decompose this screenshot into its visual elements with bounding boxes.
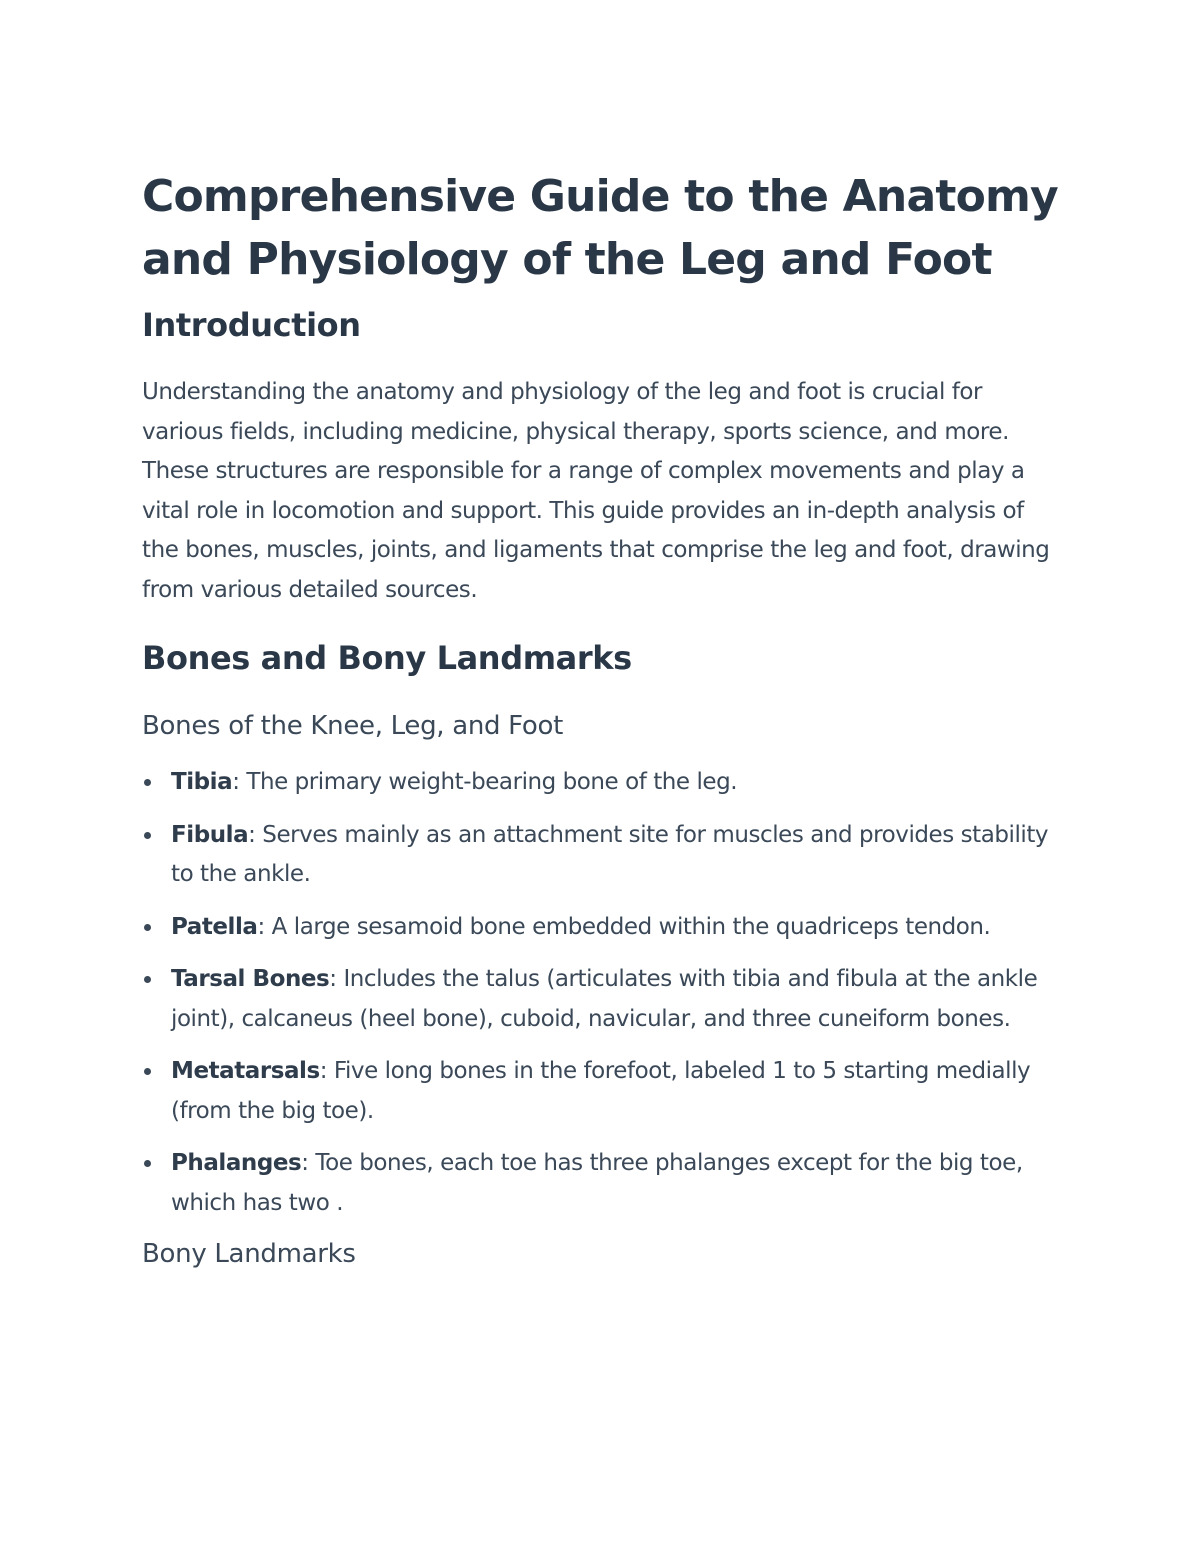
list-item-metatarsals <box>142 1052 1062 1131</box>
list-item-term: Tarsal Bones <box>171 966 330 992</box>
introduction-paragraph: Understanding the anatomy and physiology of the leg and foot is crucial for various fields, including medicine, physical therapy, sports science, and more. These structures are responsible for a range of complex movements and play a vital role in locomotion and support. This guide provides an in-depth analysis of the bones, muscles, joints, and ligaments that comprise the leg and foot, drawing from various detailed sources. <box>142 379 1050 603</box>
list-item-tibia <box>142 763 1062 803</box>
list-item-term: Fibula <box>171 821 249 848</box>
page-title: Comprehensive Guide to the Anatomy and Physiology of the Leg and Foot <box>142 171 1058 285</box>
document-page <box>142 0 1062 1272</box>
list-item-description: : The primary weight-bearing bone of the leg. <box>232 769 738 795</box>
bullet-icon <box>144 779 151 786</box>
bullet-icon <box>144 1068 151 1075</box>
list-item-term: Phalanges <box>171 1150 302 1176</box>
list-item-patella <box>142 908 1062 948</box>
bones-heading: Bones and Bony Landmarks <box>142 639 632 677</box>
bones-subheading: Bones of the Knee, Leg, and Foot <box>142 711 564 741</box>
list-item-description: : Includes the talus (articulates with tibia and fibula at the ankle joint), calcaneus (heel bone), cuboid, navicular, and three cuneiform bones. <box>171 966 1038 1032</box>
introduction-heading: Introduction <box>142 306 361 344</box>
list-item-fibula <box>142 816 1062 895</box>
bullet-icon <box>144 924 151 931</box>
bullet-icon <box>144 1160 151 1167</box>
bones-list <box>142 763 1062 1223</box>
bullet-icon <box>144 832 151 839</box>
list-item-phalanges <box>142 1144 1062 1223</box>
list-item-description: : Toe bones, each toe has three phalanges except for the big toe, which has two . <box>171 1150 1023 1216</box>
bullet-icon <box>144 976 151 983</box>
bony-landmarks-subheading: Bony Landmarks <box>142 1239 356 1269</box>
list-item-term: Tibia <box>171 769 233 795</box>
list-item-description: : Serves mainly as an attachment site for muscles and provides stability to the ankle. <box>171 821 1049 887</box>
list-item-tarsal-bones <box>142 960 1062 1039</box>
list-item-term: Patella <box>171 913 258 940</box>
list-item-description: : Five long bones in the forefoot, labeled 1 to 5 starting medially (from the big toe). <box>171 1058 1031 1124</box>
list-item-term: Metatarsals <box>171 1058 320 1084</box>
list-item-description: : A large sesamoid bone embedded within the quadriceps tendon. <box>257 913 991 940</box>
